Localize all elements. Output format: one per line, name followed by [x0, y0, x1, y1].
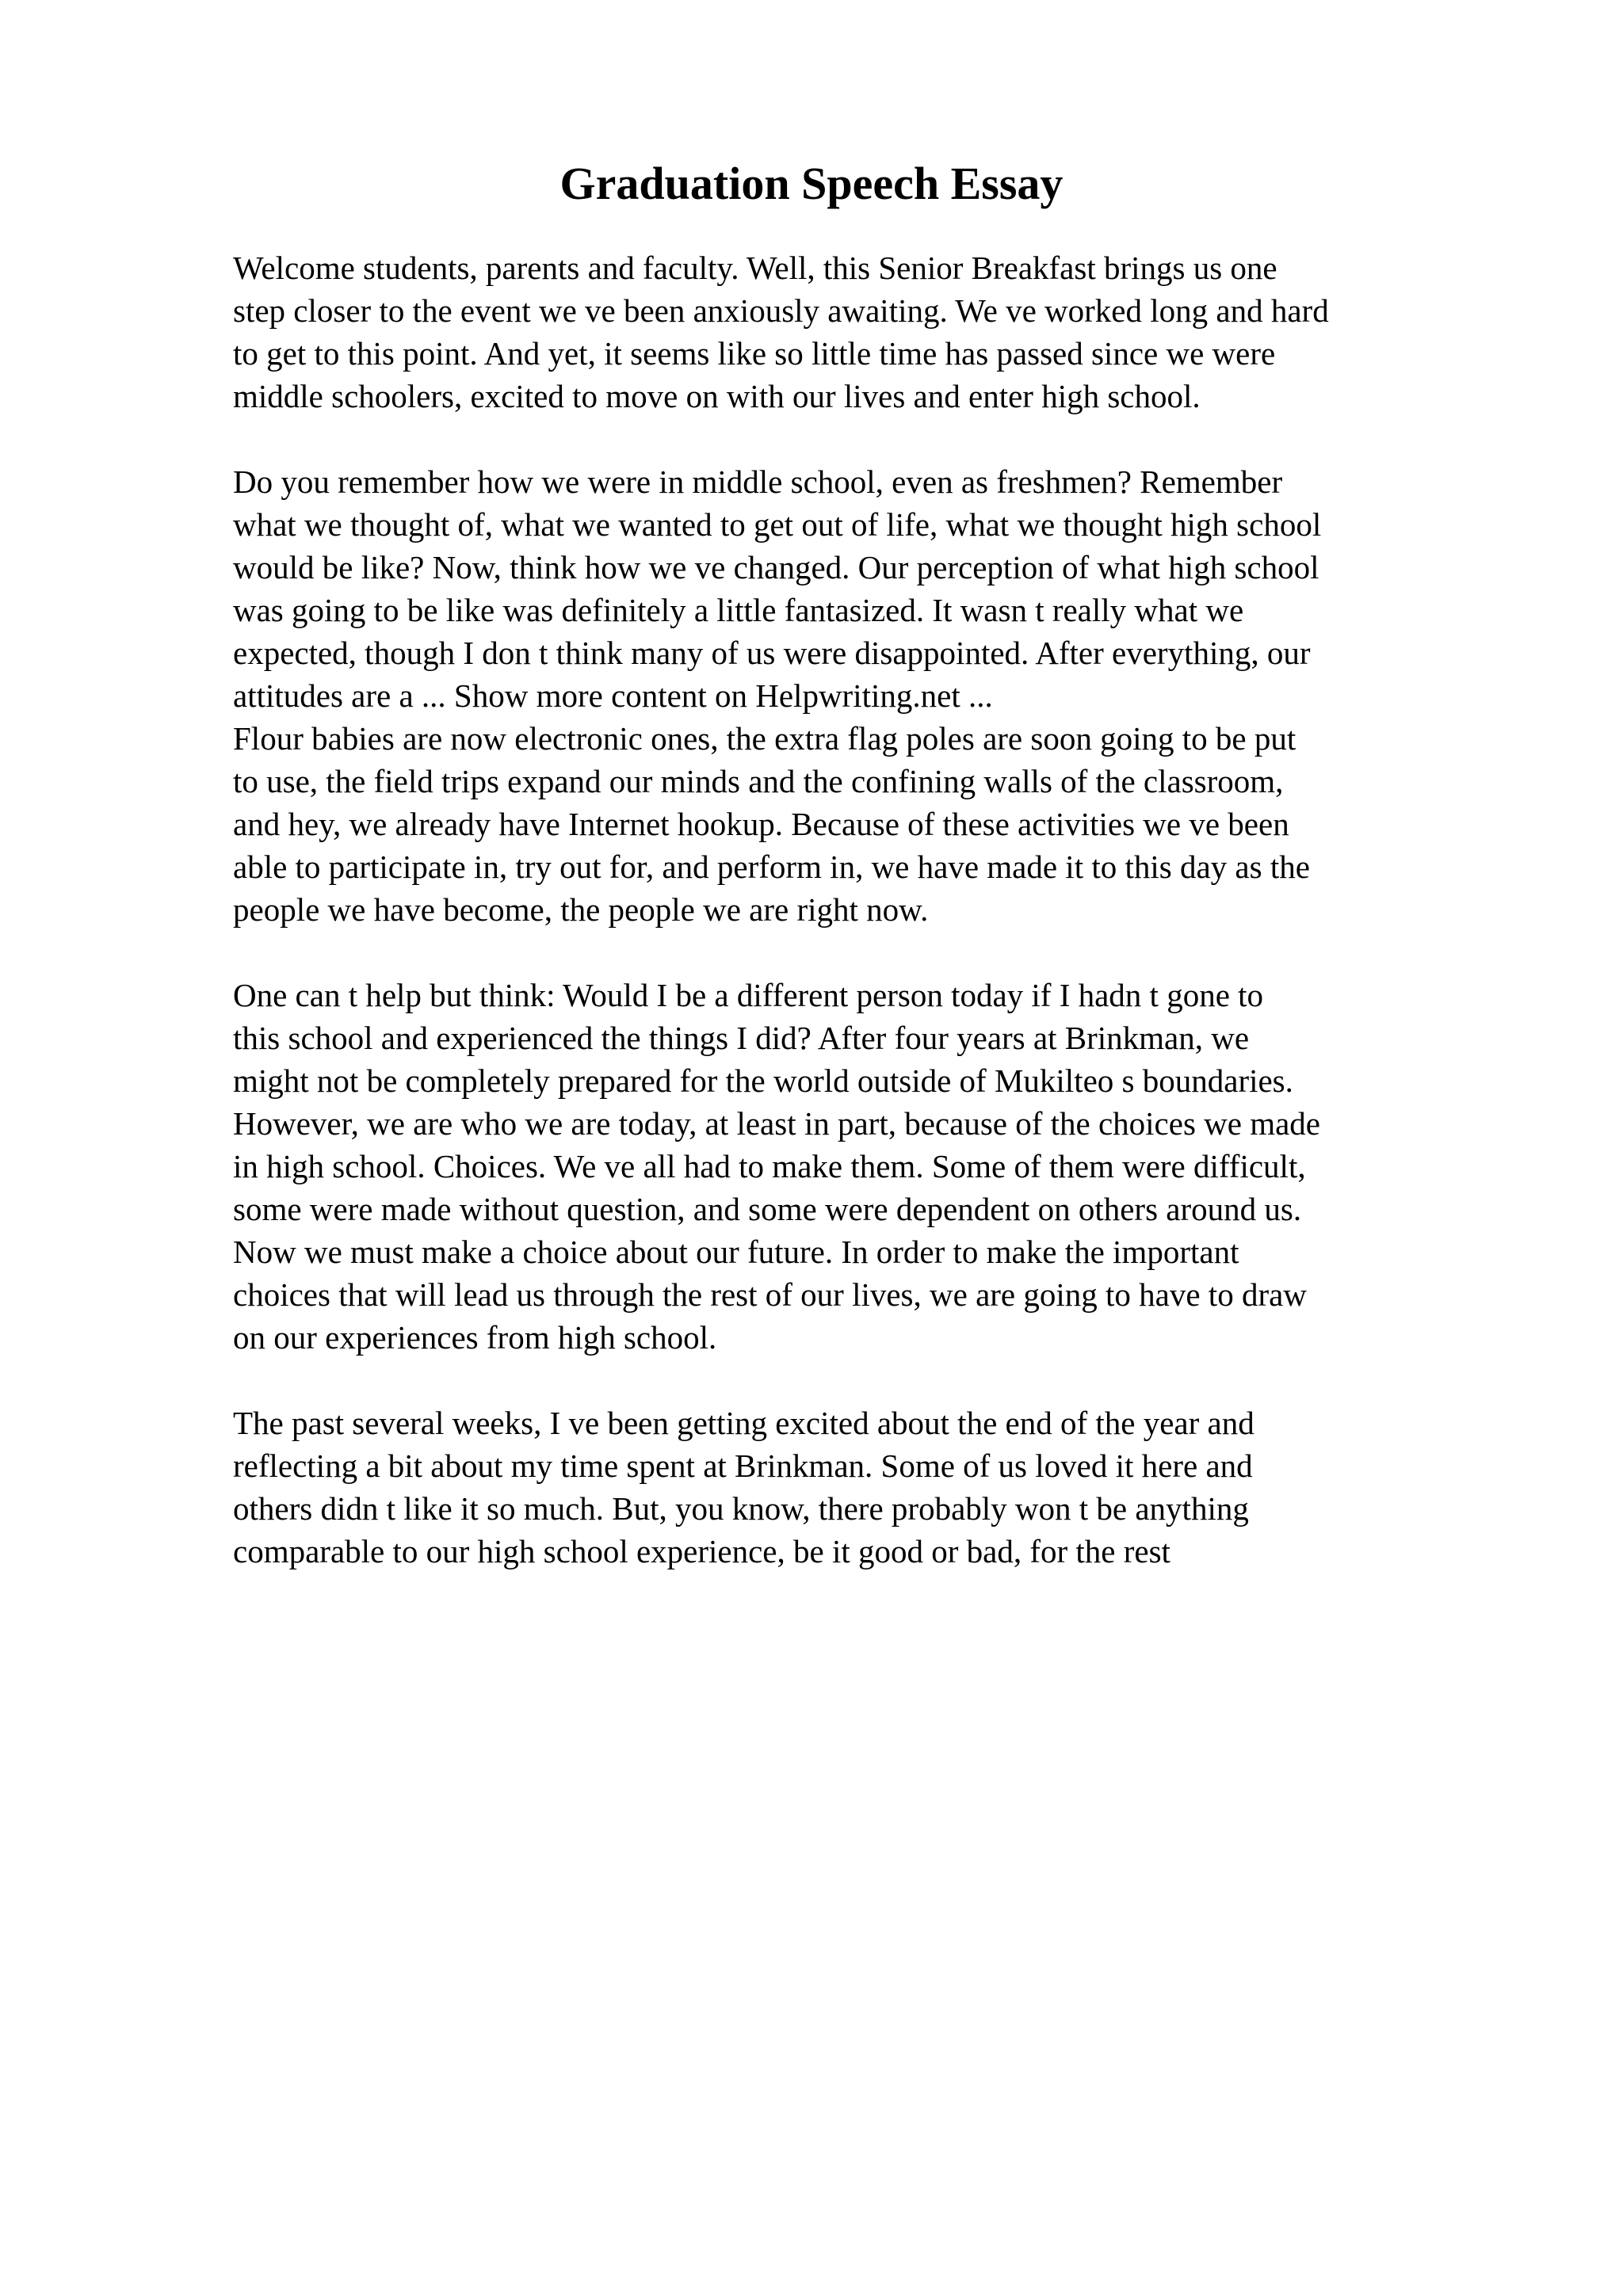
- text-line: able to participate in, try out for, and perform in, we have made it to this day as the: [233, 849, 1310, 885]
- text-line: Do you remember how we were in middle school, even as freshmen? Remember: [233, 463, 1283, 500]
- text-line: comparable to our high school experience, be it good or bad, for the rest: [233, 1533, 1170, 1569]
- text-line: what we thought of, what we wanted to get out of life, what we thought high school: [233, 506, 1322, 543]
- text-line: would be like? Now, think how we ve changed. Our perception of what high school: [233, 549, 1319, 585]
- text-line: One can t help but think: Would I be a different person today if I hadn t gone to: [233, 977, 1264, 1013]
- text-line: to get to this point. And yet, it seems like so little time has passed since we were: [233, 335, 1276, 372]
- text-line: middle schoolers, excited to move on with our lives and enter high school.: [233, 378, 1201, 414]
- paragraph-choices: [233, 974, 1501, 1359]
- paragraph-remember: [233, 460, 1501, 931]
- text-line: Welcome students, parents and faculty. Well, this Senior Breakfast brings us one: [233, 250, 1277, 286]
- paragraph-spacer: [233, 418, 1501, 460]
- text-line: expected, though I don t think many of us were disappointed. After everything, our: [233, 635, 1311, 671]
- text-line: in high school. Choices. We ve all had to make them. Some of them were difficult,: [233, 1148, 1306, 1184]
- paragraph-spacer: [233, 1359, 1501, 1402]
- text-line: others didn t like it so much. But, you know, there probably won t be anything: [233, 1490, 1249, 1527]
- text-line: reflecting a bit about my time spent at Brinkman. Some of us loved it here and: [233, 1447, 1253, 1484]
- text-line: and hey, we already have Internet hookup. Because of these activities we ve been: [233, 806, 1289, 842]
- document-title: Graduation Speech Essay: [559, 158, 1064, 209]
- text-line: might not be completely prepared for the world outside of Mukilteo s boundaries.: [233, 1062, 1293, 1099]
- paragraph-spacer: [233, 931, 1501, 974]
- text-line: choices that will lead us through the rest of our lives, we are going to have to draw: [233, 1276, 1307, 1313]
- text-line: this school and experienced the things I did? After four years at Brinkman, we: [233, 1020, 1250, 1056]
- text-line: some were made without question, and some were dependent on others around us.: [233, 1191, 1302, 1227]
- document-body: [233, 246, 1501, 1573]
- paragraph-welcome: [233, 246, 1501, 418]
- text-line: to use, the field trips expand our minds and the confining walls of the classroom,: [233, 763, 1284, 799]
- text-line: However, we are who we are today, at least in part, because of the choices we made: [233, 1105, 1320, 1142]
- text-line: attitudes are a ... Show more content on Helpwriting.net ...: [233, 677, 993, 714]
- text-line: on our experiences from high school.: [233, 1319, 717, 1356]
- text-line: Flour babies are now electronic ones, the extra flag poles are soon going to be put: [233, 720, 1296, 757]
- text-line: was going to be like was definitely a little fantasized. It wasn t really what we: [233, 592, 1244, 628]
- text-line: Now we must make a choice about our future. In order to make the important: [233, 1234, 1239, 1270]
- text-line: people we have become, the people we are right now.: [233, 891, 929, 928]
- text-line: step closer to the event we ve been anxiously awaiting. We ve worked long and hard: [233, 292, 1329, 329]
- paragraph-past-weeks: [233, 1402, 1501, 1573]
- text-line: The past several weeks, I ve been getting excited about the end of the year and: [233, 1405, 1254, 1441]
